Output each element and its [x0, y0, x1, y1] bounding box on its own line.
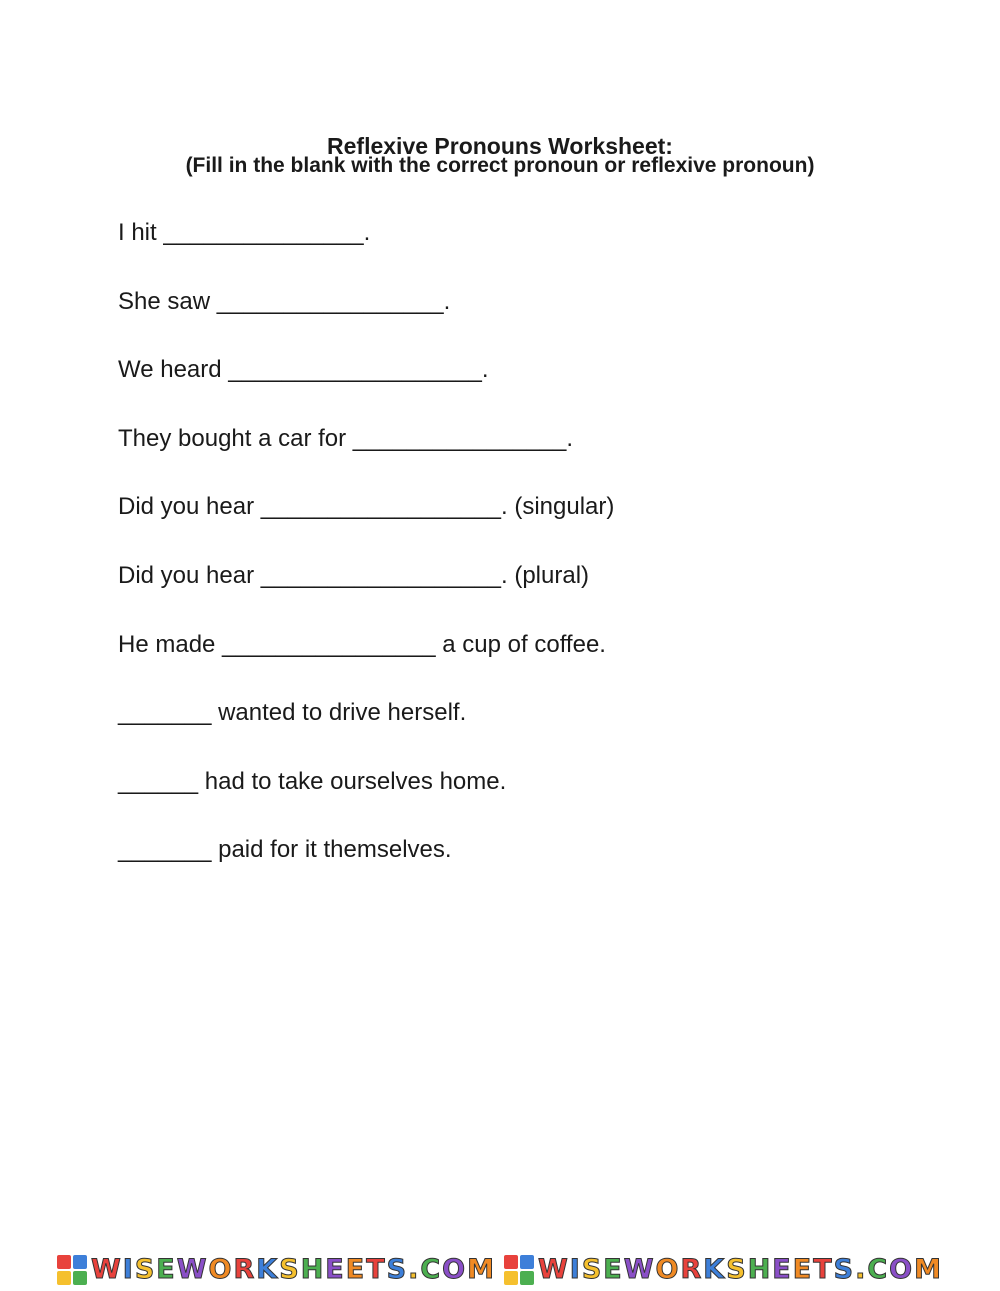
- worksheet-title: Reflexive Pronouns Worksheet:: [327, 133, 673, 160]
- footer-watermark: [0, 1252, 1000, 1288]
- wise-logo-icon: [504, 1255, 534, 1285]
- question-list: [118, 218, 614, 904]
- brand-name: WISEWORKSHEETS.COM: [538, 1254, 943, 1285]
- brand-mark-2: [504, 1253, 943, 1287]
- question-6: Did you hear __________________. (plural): [118, 561, 590, 589]
- question-4: They bought a car for ________________.: [118, 424, 574, 452]
- question-7: He made ________________ a cup of coffee.: [118, 630, 606, 658]
- question-8: _______ wanted to drive herself.: [118, 699, 467, 727]
- question-2: She saw _________________.: [118, 287, 451, 315]
- question-3: We heard ___________________.: [118, 356, 489, 384]
- worksheet-instructions: (Fill in the blank with the correct pronoun or reflexive pronoun): [185, 154, 815, 177]
- question-1: I hit _______________.: [118, 219, 371, 246]
- brand-name: WISEWORKSHEETS.COM: [91, 1254, 496, 1285]
- wise-logo-icon: [57, 1255, 87, 1285]
- brand-mark-1: [57, 1253, 496, 1287]
- question-9: ______ had to take ourselves home.: [118, 767, 507, 795]
- question-10: _______ paid for it themselves.: [118, 836, 452, 864]
- question-5: Did you hear __________________. (singular): [118, 493, 615, 521]
